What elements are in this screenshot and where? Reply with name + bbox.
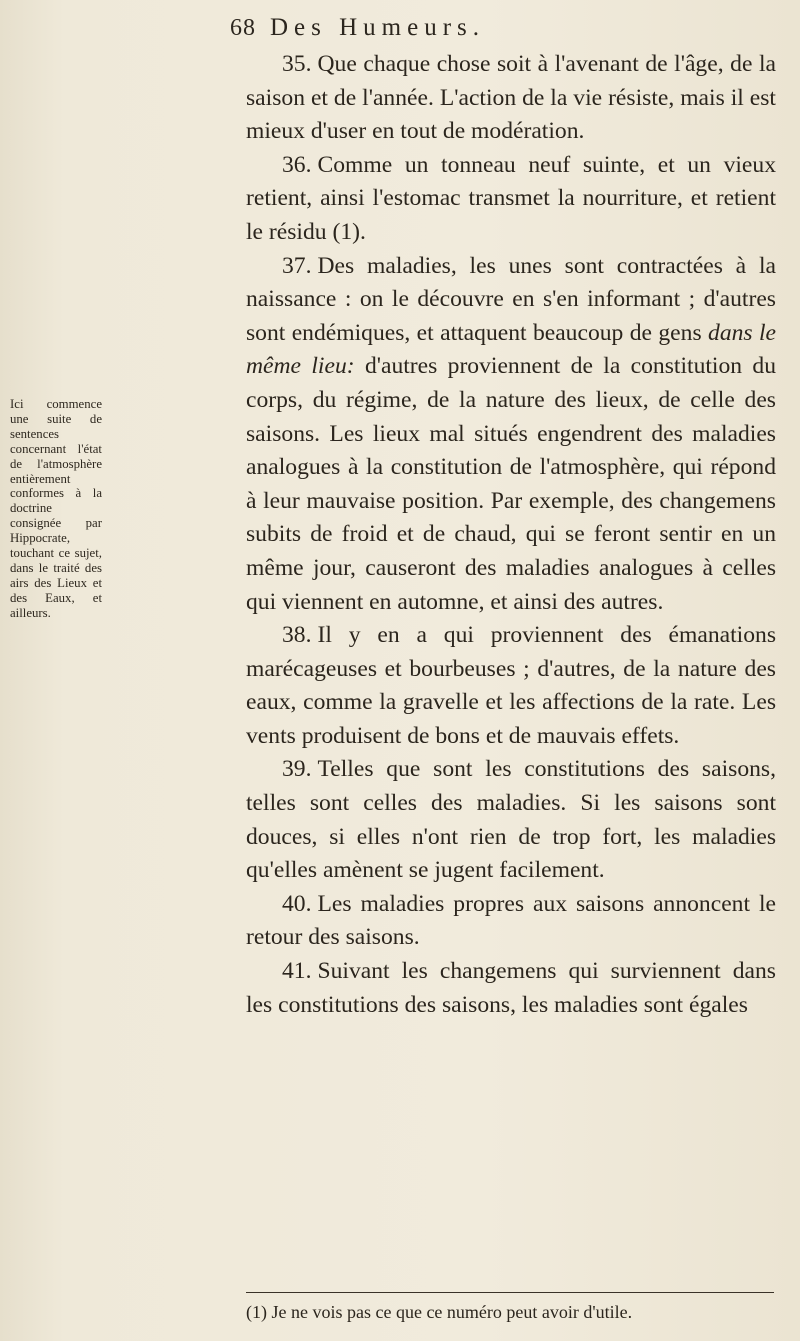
running-title: Des Humeurs. xyxy=(270,14,486,41)
paragraph-italic-text: dans le même lieu: xyxy=(246,319,776,380)
running-header xyxy=(230,14,650,42)
paragraph-number: 41. xyxy=(282,958,312,985)
paragraph-number: 40. xyxy=(282,890,312,917)
main-text xyxy=(246,48,776,1022)
paragraph-35 xyxy=(246,48,776,149)
paragraph-37 xyxy=(246,250,776,620)
paragraph-text: Les maladies propres aux saisons annoncent le retour des saisons. xyxy=(246,890,776,951)
paragraph-number: 36. xyxy=(282,151,312,178)
paragraph-40 xyxy=(246,888,776,955)
footnote: (1) Je ne vois pas ce que ce numéro peut avoir d'utile. xyxy=(246,1302,633,1322)
page-number: 68 xyxy=(230,15,256,41)
paragraph-number: 35. xyxy=(282,51,312,77)
paragraph-number: 39. xyxy=(282,756,312,783)
paragraph-text: Il y en a qui proviennent des émanations marécageuses et bourbeuses ; d'autres, de la nature des eaux, comme la gravelle et les affections de la rate. Les vents produisent de bons et de mauvais effets. xyxy=(246,622,776,749)
paragraph-text: Des maladies, les unes sont contractées à la naissance : on le découvre en s'en informant ; d'autres sont endémiques, et attaquent beaucoup de gens xyxy=(246,252,776,346)
paragraph-36 xyxy=(246,149,776,250)
paragraph-text: Telles que sont les constitutions des saisons, telles sont celles des maladies. Si les saisons sont douces, si elles n'ont rien de trop fort, les maladies qu'elles amènent se jugent facilement. xyxy=(246,756,776,884)
paragraph-text: Suivant les changemens qui surviennent dans les constitutions des saisons, les maladies sont égales xyxy=(246,958,776,1018)
paragraph-39 xyxy=(246,753,776,887)
paragraph-text: d'autres proviennent de la constitution du corps, du régime, de la nature des lieux, de celle des saisons. Les lieux mal situés engendrent des maladies analogues à la constitution de l'atmosphère, qui répond à leur mauvaise position. Par exemple, des changemens subits de froid et de chaud, qui se feront sentir en un même jour, causeront des maladies analogues à celles qui viennent en automne, et ainsi des autres. xyxy=(246,353,776,615)
paragraph-text: Que chaque chose soit à l'avenant de l'âge, de la saison et de l'année. L'action de la vie résiste, mais il est mieux d'user en tout de modération. xyxy=(246,51,776,145)
margin-note: Ici commence une suite de sentences concernant l'état de l'atmosphère entièrement conformes à la doctrine consignée par Hippocrate, touchant ce sujet, dans le traité des airs des Lieux et des Eaux, et ailleurs. xyxy=(10,397,102,620)
paragraph-41 xyxy=(246,955,776,1022)
paragraph-number: 37. xyxy=(282,252,312,279)
paragraph-text: Comme un tonneau neuf suinte, et un vieux retient, ainsi l'estomac transmet la nourriture, et retient le résidu (1). xyxy=(246,151,776,245)
paragraph-number: 38. xyxy=(282,622,312,649)
footnote-rule xyxy=(246,1292,774,1293)
paragraph-38 xyxy=(246,619,776,753)
